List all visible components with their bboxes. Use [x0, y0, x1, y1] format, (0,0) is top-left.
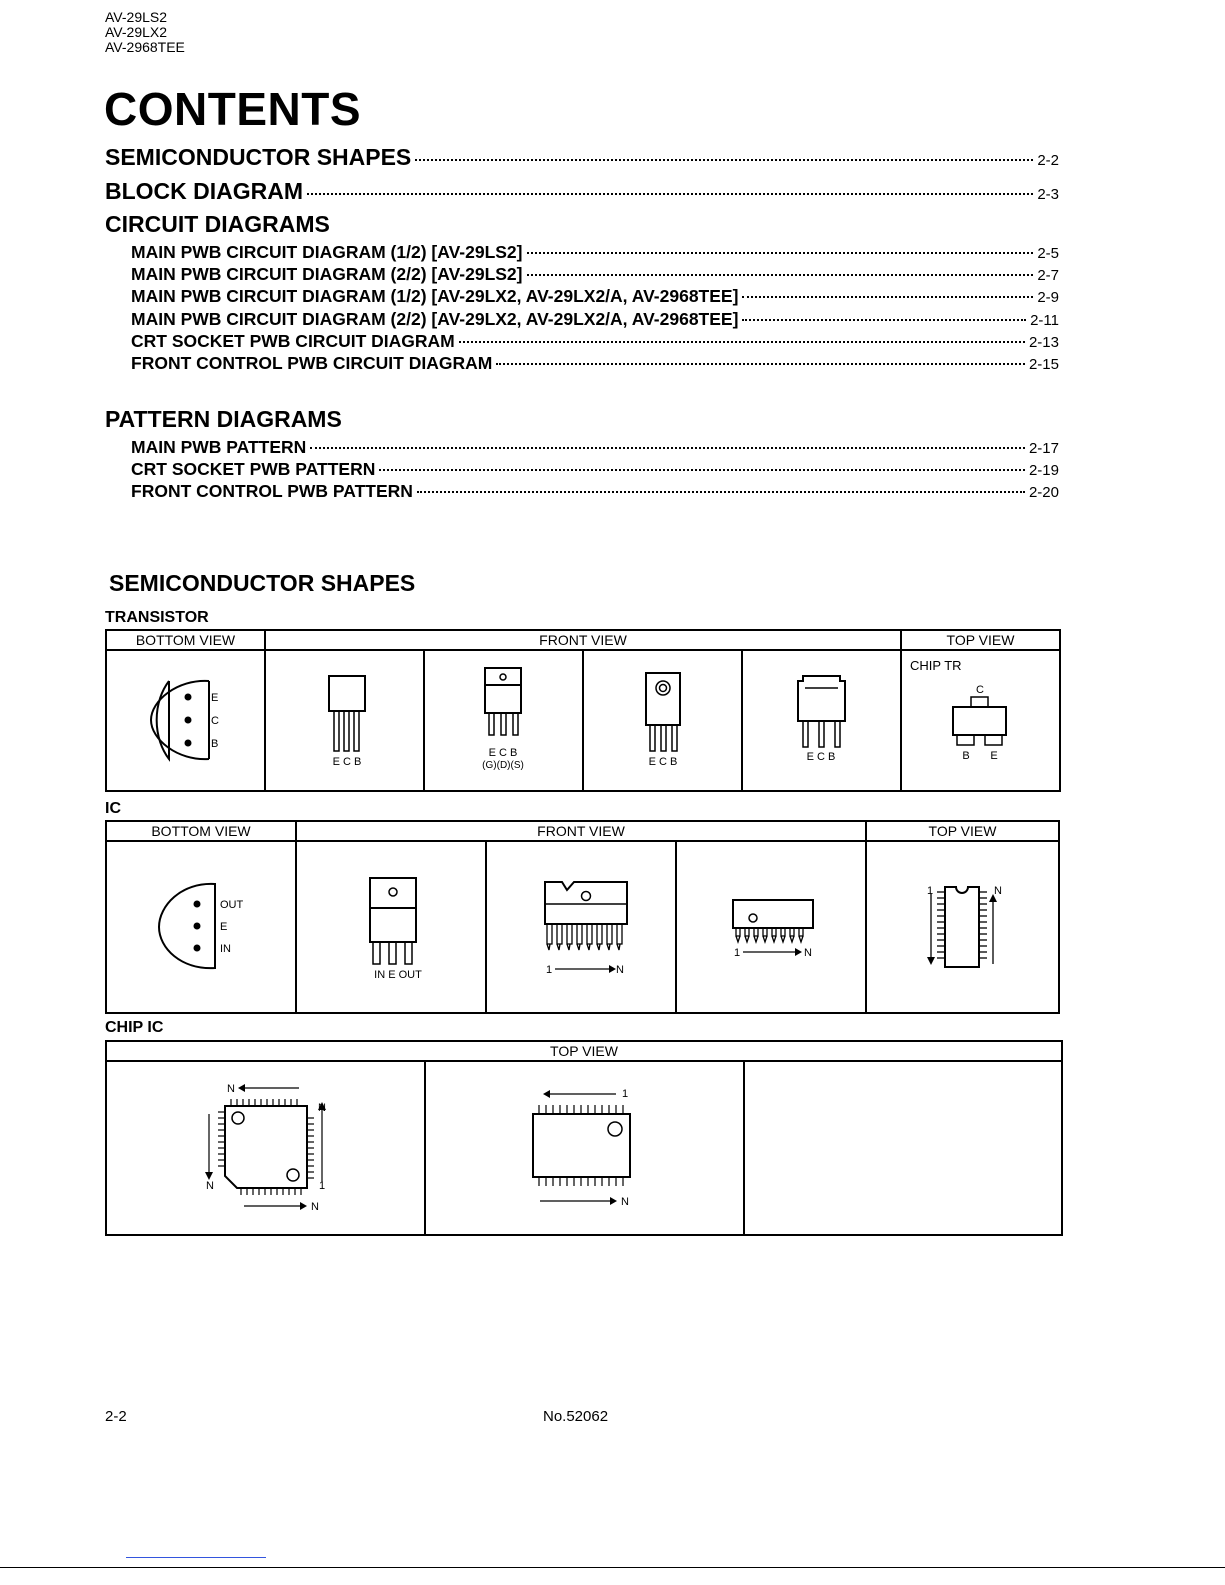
- ic-ssip-drawing: [677, 842, 865, 1007]
- toc-page: 2-7: [1037, 267, 1059, 284]
- pin-n-label: N: [994, 885, 1002, 897]
- toc-label: FRONT CONTROL PWB CIRCUIT DIAGRAM: [131, 353, 493, 373]
- sop-one: 1: [622, 1088, 629, 1100]
- qfp-n-bottom: N: [311, 1201, 319, 1213]
- toc-label: FRONT CONTROL PWB PATTERN: [131, 481, 413, 501]
- qfp-drawing: [107, 1062, 424, 1229]
- chip-tr-cell: [901, 650, 1060, 791]
- to3p-front-cell: [583, 650, 742, 791]
- chip-tr-b-label: B: [962, 750, 970, 762]
- toc-page: 2-13: [1028, 334, 1059, 351]
- pin-n-label: N: [804, 947, 812, 959]
- toc-entry[interactable]: [131, 242, 1059, 263]
- chip-ic-empty-cell: [744, 1061, 1062, 1235]
- qfp-n-right: N: [318, 1102, 326, 1114]
- transistor-to3p-drawing: [584, 651, 741, 785]
- to220-front-cell: [424, 650, 583, 791]
- ic-table: [105, 820, 1060, 1014]
- toc-entry[interactable]: [131, 481, 1059, 502]
- pin-labels: E C B: [488, 747, 518, 759]
- pin-label: E: [220, 921, 228, 933]
- toc-entry[interactable]: [131, 459, 1059, 480]
- toc-page: 2-11: [1030, 312, 1059, 329]
- toc-leader: [496, 363, 1025, 365]
- page-title: CONTENTS: [104, 83, 361, 135]
- toc-page: 2-17: [1028, 440, 1059, 457]
- ic-ssip-cell: [676, 841, 866, 1013]
- chip-tr-drawing: [902, 651, 1059, 785]
- pin-labels: E C B: [648, 756, 678, 768]
- chip-ic-sop-cell: [425, 1061, 744, 1235]
- toc-page: 2-9: [1037, 289, 1059, 306]
- chip-tr-c-label: C: [976, 684, 984, 696]
- ic-sip-cell: [486, 841, 676, 1013]
- transistor-bottom-drawing: [107, 651, 264, 785]
- toc-leader: [415, 159, 1033, 161]
- chip-tr-label: CHIP TR: [910, 658, 962, 673]
- chip-ic-qfp-cell: [106, 1061, 425, 1235]
- ic-3pin-cell: [296, 841, 486, 1013]
- pin-one-label: 1: [927, 885, 934, 897]
- pin-label: OUT: [220, 899, 244, 911]
- toc-label: MAIN PWB PATTERN: [131, 437, 307, 457]
- model-list: [105, 10, 185, 55]
- toc-leader: [527, 274, 1034, 276]
- toc-leader: [742, 296, 1033, 298]
- toc-leader: [379, 469, 1025, 471]
- pin-labels: E C B: [332, 756, 362, 768]
- toc-label: CRT SOCKET PWB PATTERN: [131, 459, 376, 479]
- toc-leader: [310, 447, 1025, 449]
- ic-3pin-drawing: [297, 842, 485, 1007]
- top-view-header: TOP VIEW: [901, 630, 1060, 650]
- chip-tr-e-label: E: [990, 750, 998, 762]
- toc-page: 2-2: [1037, 152, 1059, 169]
- toc-label: MAIN PWB CIRCUIT DIAGRAM (1/2) [AV-29LS2]: [131, 242, 523, 262]
- toc-heading-circuit: CIRCUIT DIAGRAMS: [105, 211, 330, 237]
- ic-bottom-drawing: [107, 842, 295, 1007]
- pin-one-label: 1: [734, 947, 741, 959]
- page-divider: [0, 1567, 1225, 1568]
- toc-heading-pattern: PATTERN DIAGRAMS: [105, 406, 342, 432]
- ic-dip-cell: [866, 841, 1059, 1013]
- toc-page: 2-20: [1028, 484, 1059, 501]
- ic-label: IC: [105, 800, 121, 817]
- toc-label: BLOCK DIAGRAM: [105, 178, 304, 204]
- toc-leader: [527, 252, 1034, 254]
- top-view-header: TOP VIEW: [106, 1041, 1062, 1061]
- toc-page: 2-19: [1028, 462, 1059, 479]
- model-1: AV-29LS2: [105, 9, 168, 25]
- toc-entry[interactable]: [131, 309, 1059, 330]
- ic-sip-drawing: [487, 842, 675, 1007]
- section-title: SEMICONDUCTOR SHAPES: [109, 570, 416, 596]
- pin-label: IN: [220, 943, 231, 955]
- toc-label: MAIN PWB CIRCUIT DIAGRAM (2/2) [AV-29LX2, AV-29LX2/A, AV-2968TEE]: [131, 309, 739, 329]
- toc-entry[interactable]: [131, 353, 1059, 374]
- ic-dip-drawing: [867, 842, 1058, 1007]
- transistor-table: [105, 629, 1061, 792]
- toc-leader: [307, 193, 1033, 195]
- bottom-view-header: BOTTOM VIEW: [106, 630, 265, 650]
- toc-entry-block[interactable]: [105, 178, 1059, 205]
- footer-page-number: 2-2: [105, 1408, 127, 1425]
- toc-leader: [417, 491, 1025, 493]
- sop-drawing: [426, 1062, 743, 1229]
- toc-entry[interactable]: [131, 437, 1059, 458]
- qfp-n-left: N: [206, 1180, 214, 1192]
- bottom-link-underline[interactable]: [126, 1557, 266, 1558]
- transistor-to126-drawing: [266, 651, 423, 785]
- pin-label: C: [211, 715, 219, 727]
- toc-page: 2-15: [1028, 356, 1059, 373]
- transistor-fullmold-drawing: [743, 651, 900, 785]
- pin-labels: IN E OUT: [374, 969, 422, 981]
- tofull-front-cell: [742, 650, 901, 791]
- toc-label: MAIN PWB CIRCUIT DIAGRAM (1/2) [AV-29LX2, AV-29LX2/A, AV-2968TEE]: [131, 286, 739, 306]
- toc-entry[interactable]: [131, 286, 1059, 307]
- toc-label: MAIN PWB CIRCUIT DIAGRAM (2/2) [AV-29LS2]: [131, 264, 523, 284]
- pin-labels: E C B: [806, 751, 836, 763]
- front-view-header: FRONT VIEW: [296, 821, 866, 841]
- toc-page: 2-3: [1037, 186, 1059, 203]
- ic-bottom-cell: [106, 841, 296, 1013]
- toc-leader: [459, 341, 1025, 343]
- toc-leader: [742, 319, 1026, 321]
- pin-label: B: [211, 738, 219, 750]
- footer-doc-number: No.52062: [543, 1408, 609, 1425]
- bottom-view-header: BOTTOM VIEW: [106, 821, 296, 841]
- to92-front-cell: [265, 650, 424, 791]
- toc-entry-semiconductor[interactable]: [105, 144, 1059, 171]
- toc-label: SEMICONDUCTOR SHAPES: [105, 144, 412, 170]
- qfp-n-top: N: [227, 1083, 235, 1095]
- fet-pin-labels: (G)(D)(S): [482, 760, 524, 771]
- top-view-header: TOP VIEW: [866, 821, 1059, 841]
- chip-ic-table: [105, 1040, 1063, 1236]
- toc-entry[interactable]: [131, 264, 1059, 285]
- model-3: AV-2968TEE: [105, 39, 185, 55]
- pin-label: E: [211, 692, 219, 704]
- qfp-one: 1: [319, 1180, 326, 1192]
- chip-ic-label: CHIP IC: [105, 1019, 164, 1036]
- transistor-bottom-cell: [106, 650, 265, 791]
- model-2: AV-29LX2: [105, 24, 168, 40]
- pin-one-label: 1: [546, 964, 553, 976]
- front-view-header: FRONT VIEW: [265, 630, 901, 650]
- transistor-label: TRANSISTOR: [105, 609, 209, 626]
- pin-n-label: N: [616, 964, 624, 976]
- sop-n: N: [621, 1196, 629, 1208]
- toc-page: 2-5: [1037, 245, 1059, 262]
- transistor-to220-drawing: [425, 651, 582, 785]
- toc-label: CRT SOCKET PWB CIRCUIT DIAGRAM: [131, 331, 455, 351]
- toc-entry[interactable]: [131, 331, 1059, 352]
